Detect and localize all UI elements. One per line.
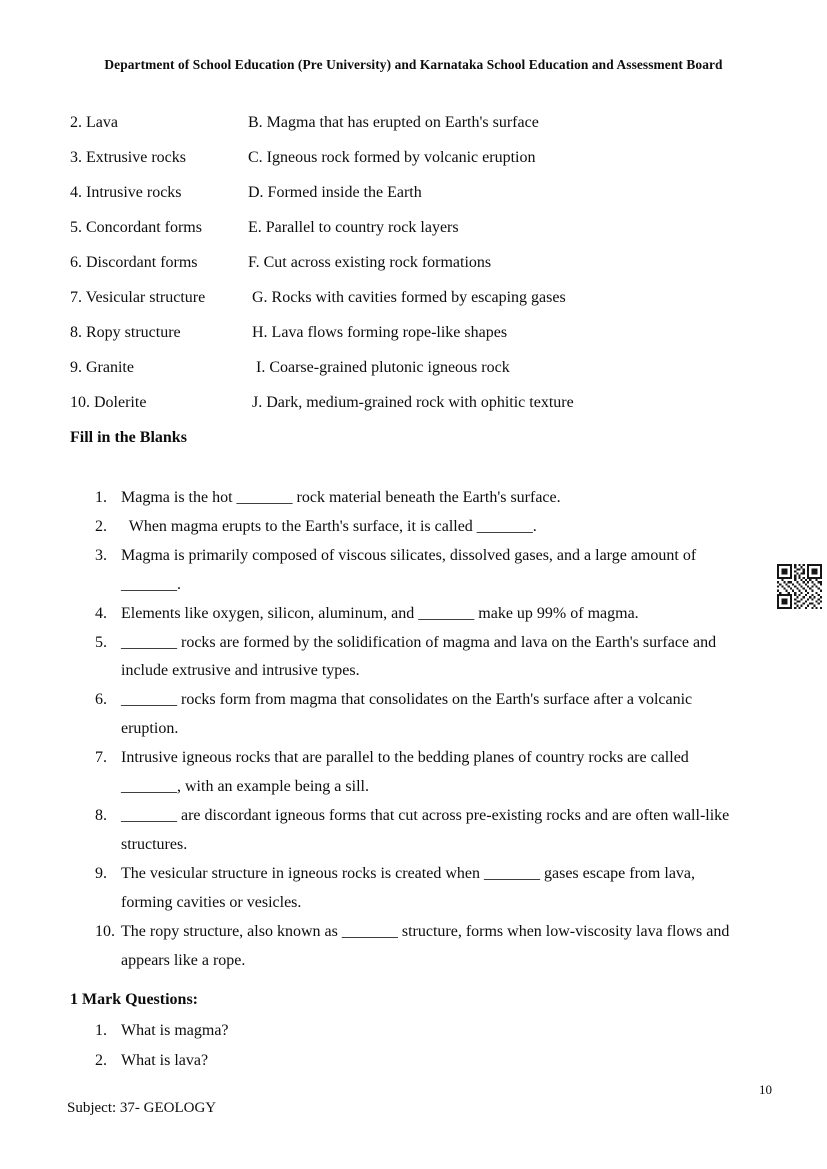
mark-questions-list [95,1016,229,1076]
item-number: 2. [95,1052,107,1069]
item-text-line: Magma is primarily composed of viscous silicates, dissolved gases, and a large amount of [121,546,697,564]
question-item [95,1016,229,1046]
item-number: 2. [95,517,107,535]
match-term: 4. Intrusive rocks [70,184,182,201]
item-number: 8. [95,806,107,824]
match-definition: I. Coarse-grained plutonic igneous rock [248,359,510,376]
list-item [95,802,729,860]
match-row [70,149,574,184]
match-definition: J. Dark, medium-grained rock with ophitic texture [248,394,574,411]
item-number: 1. [95,1022,107,1039]
match-definition: H. Lava flows forming rope-like shapes [248,324,508,341]
footer-subject: Subject: 37- GEOLOGY [67,1100,217,1116]
item-number: 7. [95,749,107,767]
list-item [95,513,729,542]
item-text-line: When magma erupts to the Earth's surface, it is called _______. [121,517,537,535]
match-term: 3. Extrusive rocks [70,149,186,166]
item-number: 1. [95,489,107,506]
item-text-line: structures. [121,835,188,853]
item-text-line: Intrusive igneous rocks that are parallel to the bedding planes of country rocks are called [121,749,689,767]
item-number: 6. [95,691,107,709]
match-term: 2. Lava [70,114,118,131]
list-item [95,860,729,918]
matching-list [70,114,574,429]
list-item [95,484,729,513]
mark-questions-heading: 1 Mark Questions: [70,991,198,1008]
match-definition: F. Cut across existing rock formations [248,254,492,271]
list-item [95,629,729,687]
match-definition: G. Rocks with cavities formed by escaping gases [248,289,566,306]
item-text-line: _______, with an example being a sill. [121,778,369,796]
match-row [70,219,574,254]
item-number: 5. [95,633,107,651]
match-row [70,324,574,359]
match-definition: E. Parallel to country rock layers [248,219,459,236]
list-item [95,744,729,802]
item-text-line: appears like a rope. [121,951,246,969]
item-number: 3. [95,546,107,564]
question-item [95,1046,229,1076]
item-text-line: _______. [121,575,181,593]
question-text: What is lava? [121,1052,209,1069]
item-text-line: eruption. [121,720,179,738]
item-number: 4. [95,604,107,622]
match-term: 7. Vesicular structure [70,289,206,306]
question-text: What is magma? [121,1022,229,1039]
item-text-line: forming cavities or vesicles. [121,893,302,911]
list-item [95,600,729,629]
qr-code-icon [777,564,822,609]
item-text-line: _______ rocks are formed by the solidification of magma and lava on the Earth's surface and [121,633,717,651]
fill-blanks-list [95,484,729,975]
match-definition: B. Magma that has erupted on Earth's surface [248,114,539,131]
list-item [95,542,729,600]
item-text-line: _______ are discordant igneous forms that cut across pre-existing rocks and are often wall-like [121,806,730,824]
match-row [70,184,574,219]
match-term: 6. Discordant forms [70,254,198,271]
item-text-line: Magma is the hot _______ rock material beneath the Earth's surface. [121,489,561,506]
page-number: 10 [759,1082,772,1097]
item-text-line: The ropy structure, also known as _______ structure, forms when low-viscosity lava flows and [121,922,730,940]
item-text-line: Elements like oxygen, silicon, aluminum, and _______ make up 99% of magma. [121,604,639,622]
match-row [70,359,574,394]
match-term: 8. Ropy structure [70,324,181,341]
match-row [70,114,574,149]
list-item [95,686,729,744]
item-number: 10. [95,922,115,940]
item-text-line: The vesicular structure in igneous rocks is created when _______ gases escape from lava, [121,864,696,882]
match-row [70,254,574,289]
match-definition: C. Igneous rock formed by volcanic eruption [248,149,536,166]
item-text-line: _______ rocks form from magma that consolidates on the Earth's surface after a volcanic [121,691,693,709]
match-row [70,289,574,324]
match-term: 5. Concordant forms [70,219,202,236]
list-item [95,918,729,976]
document-header-title: Department of School Education (Pre University) and Karnataka School Education and Assessment Board [104,57,723,72]
item-number: 9. [95,864,107,882]
item-text-line: include extrusive and intrusive types. [121,662,360,680]
match-term: 10. Dolerite [70,394,147,411]
fill-blanks-heading: Fill in the Blanks [70,429,187,446]
match-term: 9. Granite [70,359,134,376]
match-row [70,394,574,429]
match-definition: D. Formed inside the Earth [248,184,422,201]
